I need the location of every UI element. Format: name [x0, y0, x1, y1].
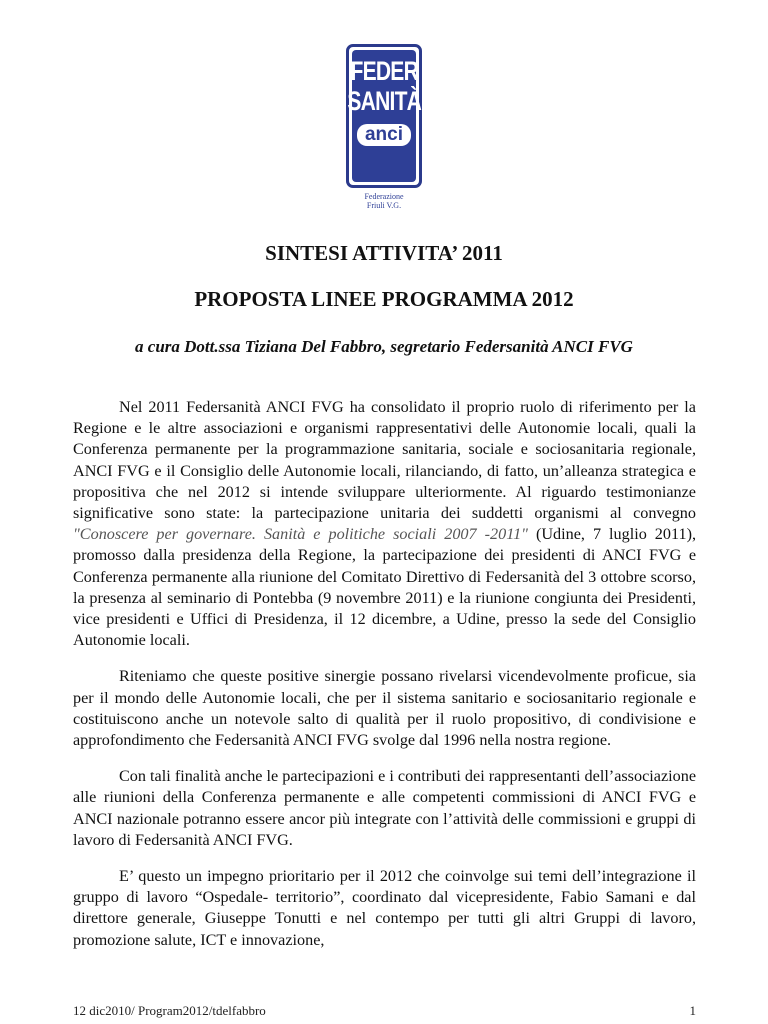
logo-word-anci: anci	[364, 124, 404, 145]
author-line: a cura Dott.ssa Tiziana Del Fabbro, segretario Federsanità ANCI FVG	[135, 337, 633, 356]
paragraph-4: E’ questo un impegno prioritario per il 2012 che coinvolge sui temi dell’integrazione il gruppo di lavoro “Ospedale- territorio”, coordinato dal vicepresidente, Fabio Samani e dal direttore generale, Giuseppe Tonutti e nel contempo per tutti gli altri Gruppi di lavoro, promozione salute, ICT e innovazione,	[73, 867, 696, 949]
document-body	[73, 397, 696, 951]
page-number: 1	[689, 1003, 696, 1018]
page-footer	[73, 1003, 696, 1019]
logo-caption	[346, 192, 422, 210]
document-title: SINTESI ATTIVITA’ 2011	[265, 241, 503, 265]
logo-caption-line2: Friuli V.G.	[366, 201, 402, 210]
logo-word-feder: FEDER	[350, 56, 418, 86]
logo-word-sanita: SANITÀ	[347, 86, 421, 116]
logo-inner	[347, 50, 421, 182]
paragraph-1-quote: "Conoscere per governare. Sanità e politiche sociali 2007 -2011"	[73, 525, 528, 544]
logo-frame	[346, 44, 422, 188]
paragraph-1	[73, 397, 696, 651]
document-subtitle-programme: PROPOSTA LINEE PROGRAMMA 2012	[194, 287, 574, 311]
paragraph-2: Riteniamo che queste positive sinergie possano rivelarsi vicendevolmente proficue, sia per il mondo delle Autonomie locali, che per il sistema sanitario e sociosanitario regionale e costituiscono anche un notevole salto di qualità per il ruolo propositivo, di condivisione e approfondimento che Federsanità ANCI FVG svolge dal 1996 nella nostra regione.	[73, 667, 696, 750]
paragraph-1-text-a: Nel 2011 Federsanità ANCI FVG ha consolidato il proprio ruolo di riferimento per la Regione e le altre associazioni e organismi rappresentativi delle Autonomie locali, quali la Conferenza permanente per la programmazione sanitaria, sociale e sociosanitaria regionale, ANCI FVG e il Consiglio delle Autonomie locali, rilanciando, di fatto, un’alleanza strategica e propositiva che nel 2012 si intende sviluppare ulteriormente. Al riguardo testimonianze significative sono state: la partecipazione unitaria dei suddetti organismi al convegno	[73, 398, 696, 523]
paragraph-1-text-b: (Udine, 7 luglio 2011), promosso dalla presidenza della Regione, la partecipazione dei presidenti di ANCI FVG e Conferenza permanente alla riunione del Comitato Direttivo di Federsanità del 3 ottobre scorso, la presenza al seminario di Pontebba (9 novembre 2011) e la riunione congiunta dei Presidenti, vice presidenti e Uffici di Presidenza, il 12 dicembre, a Udine, presso la sede del Consiglio Autonomie locali.	[73, 525, 697, 650]
paragraph-3: Con tali finalità anche le partecipazioni e i contributi dei rappresentanti dell’associazione alle riunioni della Conferenza permanente e alle competenti commissioni di ANCI FVG e ANCI nazionale potranno essere ancor più integrate con l’attività delle commissioni e gruppi di lavoro di Federsanità ANCI FVG.	[73, 767, 696, 849]
logo-caption-line1: Federazione	[364, 192, 404, 201]
federsanita-logo	[346, 44, 426, 210]
footer-reference: 12 dic2010/ Program2012/tdelfabbro	[73, 1003, 266, 1018]
logo-anci-badge	[357, 124, 411, 146]
